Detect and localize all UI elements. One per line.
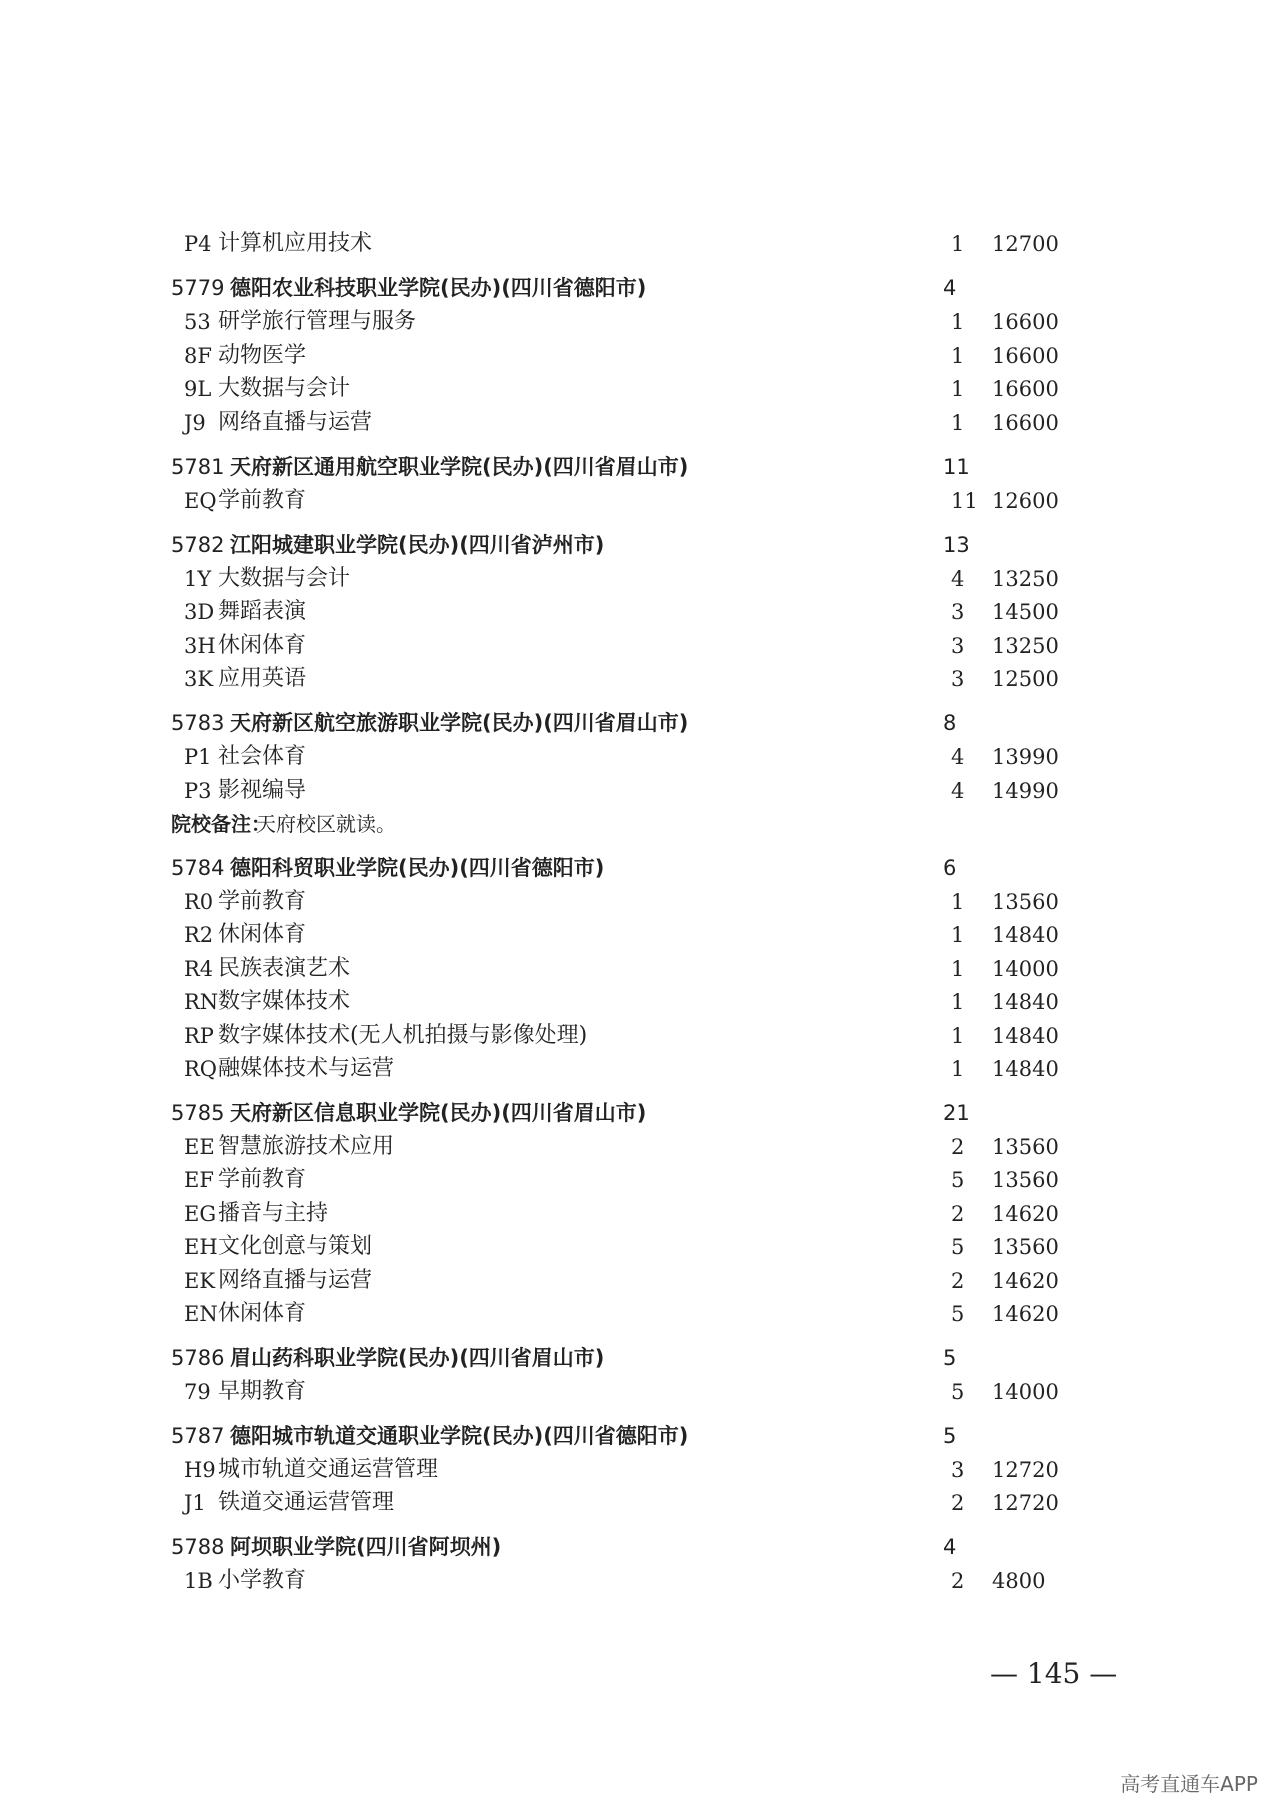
major-plan-count: 5 (951, 1235, 965, 1259)
major-row (0, 405, 1280, 441)
major-tuition-fee: 16600 (992, 310, 1059, 334)
major-tuition-fee: 14840 (992, 1024, 1059, 1048)
major-row (0, 1162, 1280, 1198)
major-plan-count: 2 (951, 1202, 965, 1226)
major-row (0, 661, 1280, 697)
school-plan-count: 8 (943, 711, 957, 735)
major-code: 3K (184, 667, 214, 691)
major-row (0, 1563, 1280, 1599)
major-name: 大数据与会计 (218, 566, 351, 591)
major-code: EN (184, 1302, 218, 1326)
major-row (0, 951, 1280, 987)
major-row (0, 1263, 1280, 1299)
school-plan-count: 13 (943, 533, 970, 557)
major-name: 早期教育 (218, 1379, 307, 1404)
major-tuition-fee: 16600 (992, 411, 1059, 435)
major-row (0, 371, 1280, 407)
major-row (0, 1196, 1280, 1232)
major-code: 53 (184, 310, 211, 334)
major-code: 79 (184, 1380, 211, 1404)
major-tuition-fee: 13560 (992, 1168, 1059, 1192)
major-row (0, 984, 1280, 1020)
major-name: 城市轨道交通运营管理 (218, 1457, 439, 1482)
major-tuition-fee: 14840 (992, 1057, 1059, 1081)
major-name: 动物医学 (218, 343, 307, 368)
school-name: 天府新区信息职业学院(民办)(四川省眉山市) (230, 1101, 647, 1125)
major-tuition-fee: 16600 (992, 344, 1059, 368)
major-code: RN (184, 990, 219, 1014)
major-plan-count: 3 (951, 1458, 965, 1482)
major-name: 应用英语 (218, 666, 307, 691)
major-row (0, 483, 1280, 519)
school-code: 5781 (171, 455, 225, 479)
major-row (0, 739, 1280, 775)
major-plan-count: 1 (951, 344, 965, 368)
major-tuition-fee: 14990 (992, 779, 1059, 803)
major-name: 网络直播与运营 (218, 1268, 373, 1293)
major-tuition-fee: 12720 (992, 1491, 1059, 1515)
major-code: 3H (184, 634, 216, 658)
major-plan-count: 1 (951, 957, 965, 981)
note-label: 院校备注： (171, 812, 271, 836)
major-tuition-fee: 16600 (992, 377, 1059, 401)
major-plan-count: 2 (951, 1135, 965, 1159)
major-code: P4 (184, 232, 212, 256)
major-row (0, 1018, 1280, 1054)
major-plan-count: 1 (951, 923, 965, 947)
school-name: 眉山药科职业学院(民办)(四川省眉山市) (230, 1346, 605, 1370)
major-code: P1 (184, 745, 212, 769)
page-number: — 145 — (990, 1657, 1118, 1690)
major-code: 1Y (184, 567, 212, 591)
major-code: R0 (184, 890, 214, 914)
major-name: 大数据与会计 (218, 376, 351, 401)
major-plan-count: 4 (951, 745, 965, 769)
major-code: EH (184, 1235, 218, 1259)
school-row (0, 1095, 1280, 1131)
major-code: 9L (184, 377, 212, 401)
major-plan-count: 5 (951, 1302, 965, 1326)
major-tuition-fee: 13560 (992, 1235, 1059, 1259)
major-tuition-fee: 12720 (992, 1458, 1059, 1482)
major-code: EG (184, 1202, 217, 1226)
school-plan-count: 4 (943, 1535, 957, 1559)
major-tuition-fee: 12500 (992, 667, 1059, 691)
major-name: 网络直播与运营 (218, 410, 373, 435)
major-tuition-fee: 14620 (992, 1269, 1059, 1293)
major-code: J9 (184, 411, 206, 435)
major-plan-count: 2 (951, 1491, 965, 1515)
major-name: 民族表演艺术 (218, 956, 351, 981)
major-name: 小学教育 (218, 1568, 307, 1593)
major-tuition-fee: 13250 (992, 634, 1059, 658)
major-plan-count: 1 (951, 890, 965, 914)
major-plan-count: 1 (951, 1057, 965, 1081)
school-name: 德阳科贸职业学院(民办)(四川省德阳市) (230, 856, 605, 880)
major-name: 休闲体育 (218, 1301, 307, 1326)
major-name: 学前教育 (218, 488, 307, 513)
major-name: 铁道交通运营管理 (218, 1490, 395, 1515)
school-row (0, 449, 1280, 485)
major-tuition-fee: 4800 (992, 1569, 1046, 1593)
major-name: 文化创意与策划 (218, 1234, 373, 1259)
school-plan-count: 5 (943, 1424, 957, 1448)
major-plan-count: 11 (951, 489, 978, 513)
major-tuition-fee: 14620 (992, 1302, 1059, 1326)
school-row (0, 1340, 1280, 1376)
major-row (0, 1296, 1280, 1332)
major-name: 休闲体育 (218, 633, 307, 658)
major-name: 社会体育 (218, 744, 307, 769)
major-name: 学前教育 (218, 1167, 307, 1192)
major-plan-count: 5 (951, 1168, 965, 1192)
major-row (0, 917, 1280, 953)
school-code: 5785 (171, 1101, 225, 1125)
major-code: EK (184, 1269, 216, 1293)
major-plan-count: 3 (951, 667, 965, 691)
major-code: H9 (184, 1458, 216, 1482)
major-plan-count: 1 (951, 310, 965, 334)
major-code: R2 (184, 923, 214, 947)
major-plan-count: 1 (951, 411, 965, 435)
school-row (0, 850, 1280, 886)
major-name: 学前教育 (218, 889, 307, 914)
school-row (0, 527, 1280, 563)
major-row (0, 338, 1280, 374)
note-text: 天府校区就读。 (256, 812, 396, 836)
major-tuition-fee: 13560 (992, 1135, 1059, 1159)
major-row (0, 304, 1280, 340)
school-plan-count: 21 (943, 1101, 970, 1125)
major-code: EF (184, 1168, 214, 1192)
school-name: 江阳城建职业学院(民办)(四川省泸州市) (230, 533, 605, 557)
major-plan-count: 1 (951, 377, 965, 401)
major-name: 影视编导 (218, 778, 307, 803)
major-name: 播音与主持 (218, 1201, 329, 1226)
major-code: 1B (184, 1569, 213, 1593)
major-code: 8F (184, 344, 212, 368)
school-code: 5786 (171, 1346, 225, 1370)
school-plan-count: 11 (943, 455, 970, 479)
school-plan-count: 5 (943, 1346, 957, 1370)
major-name: 计算机应用技术 (218, 231, 373, 256)
major-name: 舞蹈表演 (218, 599, 307, 624)
school-row (0, 1529, 1280, 1565)
major-code: R4 (184, 957, 214, 981)
major-plan-count: 2 (951, 1569, 965, 1593)
major-plan-count: 4 (951, 567, 965, 591)
major-row (0, 561, 1280, 597)
major-row (0, 1129, 1280, 1165)
school-plan-count: 4 (943, 276, 957, 300)
school-name: 天府新区通用航空职业学院(民办)(四川省眉山市) (230, 455, 689, 479)
major-row (0, 1374, 1280, 1410)
major-tuition-fee: 14000 (992, 957, 1059, 981)
school-name: 德阳农业科技职业学院(民办)(四川省德阳市) (230, 276, 647, 300)
major-row (0, 884, 1280, 920)
school-name: 阿坝职业学院(四川省阿坝州) (230, 1535, 502, 1559)
major-code: J1 (184, 1491, 206, 1515)
major-plan-count: 3 (951, 634, 965, 658)
major-name: 研学旅行管理与服务 (218, 309, 417, 334)
school-name: 德阳城市轨道交通职业学院(民办)(四川省德阳市) (230, 1424, 689, 1448)
major-plan-count: 1 (951, 990, 965, 1014)
major-tuition-fee: 13990 (992, 745, 1059, 769)
school-code: 5779 (171, 276, 225, 300)
school-name: 天府新区航空旅游职业学院(民办)(四川省眉山市) (230, 711, 689, 735)
major-row (0, 226, 1280, 262)
major-tuition-fee: 14840 (992, 990, 1059, 1014)
major-code: EQ (184, 489, 217, 513)
major-tuition-fee: 14840 (992, 923, 1059, 947)
major-name: 数字媒体技术(无人机拍摄与影像处理) (218, 1023, 588, 1048)
major-row (0, 594, 1280, 630)
school-row (0, 705, 1280, 741)
major-tuition-fee: 14000 (992, 1380, 1059, 1404)
school-code: 5784 (171, 856, 225, 880)
major-name: 休闲体育 (218, 922, 307, 947)
major-code: EE (184, 1135, 215, 1159)
major-code: P3 (184, 779, 212, 803)
school-row (0, 1418, 1280, 1454)
school-code: 5788 (171, 1535, 225, 1559)
school-code: 5783 (171, 711, 225, 735)
major-row (0, 773, 1280, 809)
major-plan-count: 5 (951, 1380, 965, 1404)
major-code: RQ (184, 1057, 218, 1081)
major-row (0, 1485, 1280, 1521)
major-code: 3D (184, 600, 215, 624)
major-plan-count: 2 (951, 1269, 965, 1293)
major-row (0, 628, 1280, 664)
major-plan-count: 3 (951, 600, 965, 624)
major-tuition-fee: 12600 (992, 489, 1059, 513)
school-note-row (0, 806, 1280, 842)
school-code: 5782 (171, 533, 225, 557)
major-name: 融媒体技术与运营 (218, 1056, 395, 1081)
major-row (0, 1051, 1280, 1087)
major-tuition-fee: 14620 (992, 1202, 1059, 1226)
major-plan-count: 1 (951, 1024, 965, 1048)
major-name: 智慧旅游技术应用 (218, 1134, 395, 1159)
major-plan-count: 1 (951, 232, 965, 256)
major-row (0, 1229, 1280, 1265)
school-row (0, 270, 1280, 306)
major-plan-count: 4 (951, 779, 965, 803)
major-tuition-fee: 14500 (992, 600, 1059, 624)
watermark: 高考直通车APP (1120, 1772, 1258, 1796)
major-row (0, 1452, 1280, 1488)
major-code: RP (184, 1024, 214, 1048)
major-tuition-fee: 13560 (992, 890, 1059, 914)
school-plan-count: 6 (943, 856, 957, 880)
school-code: 5787 (171, 1424, 225, 1448)
major-tuition-fee: 12700 (992, 232, 1059, 256)
major-tuition-fee: 13250 (992, 567, 1059, 591)
major-name: 数字媒体技术 (218, 989, 351, 1014)
